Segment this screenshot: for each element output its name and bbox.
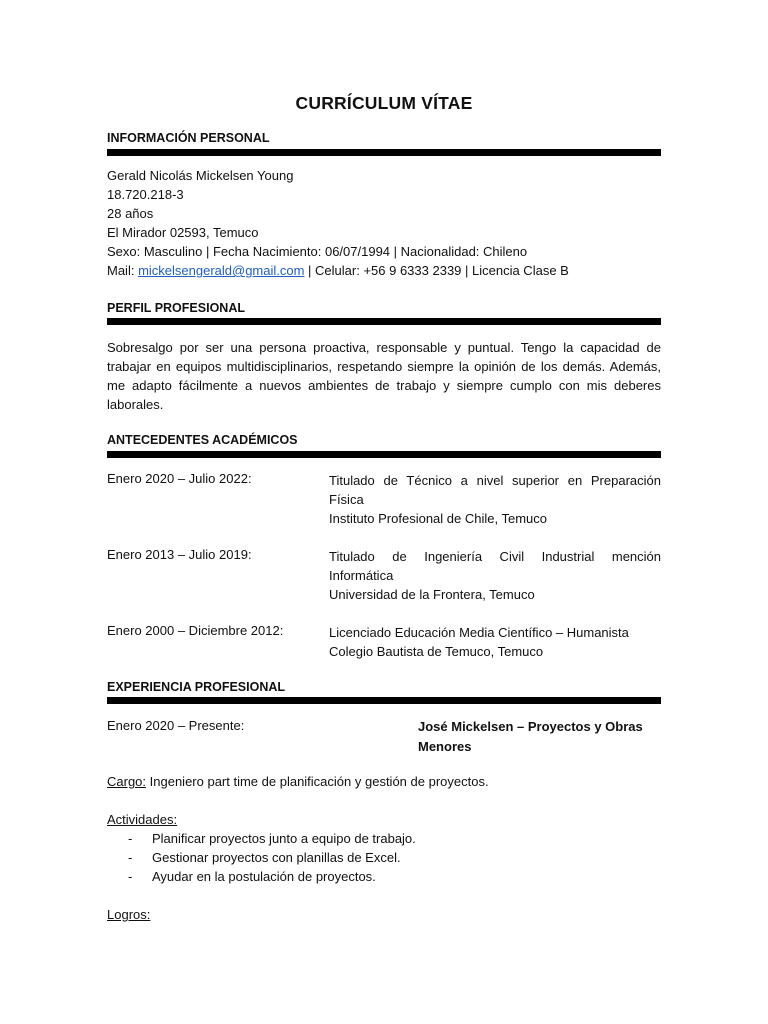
- page-title: CURRÍCULUM VÍTAE: [295, 93, 473, 113]
- section-divider-experience: [107, 697, 661, 704]
- section-heading-profile: PERFIL PROFESIONAL: [107, 301, 245, 315]
- rut-number: 18.720.218-3: [107, 187, 184, 202]
- section-heading-personal: INFORMACIÓN PERSONAL: [107, 131, 270, 145]
- personal-details-line: Sexo: Masculino | Fecha Nacimiento: 06/07/1994 | Nacionalidad: Chileno: [107, 244, 528, 259]
- academic-degree-1-cont: Física: [329, 492, 364, 507]
- section-heading-academic: ANTECEDENTES ACADÉMICOS: [107, 433, 298, 447]
- full-name: Gerald Nicolás Mickelsen Young: [107, 168, 294, 183]
- cargo-line: [107, 774, 489, 789]
- activity-text: Planificar proyectos junto a equipo de trabajo.: [152, 831, 416, 846]
- cargo-label: Cargo:: [107, 774, 147, 789]
- academic-degree-2: Titulado de Ingeniería Civil Industrial mención: [329, 549, 661, 564]
- bullet-dash: -: [128, 831, 133, 846]
- academic-period-3: Enero 2000 – Diciembre 2012:: [107, 623, 284, 638]
- profile-paragraph: Sobresalgo por ser una persona proactiva, responsable y puntual. Tengo la capacidad de trabajar en equipos multidisciplinarios, respetando siempre la opinión de los demás. Además, me adapto fácilmente a nuevos ambientes de trabajo y siempre cumplo con mis deberes laborales.: [107, 340, 661, 412]
- section-divider-personal: [107, 149, 661, 156]
- bullet-dash: -: [128, 850, 133, 865]
- academic-degree-2-cont: Informática: [329, 568, 394, 583]
- activity-text: Ayudar en la postulación de proyectos.: [152, 869, 376, 884]
- academic-detail-2: [329, 547, 661, 604]
- experience-period: Enero 2020 – Presente:: [107, 718, 245, 733]
- academic-period-2: Enero 2013 – Julio 2019:: [107, 547, 252, 562]
- email-link[interactable]: mickelsengerald@gmail.com: [138, 263, 305, 278]
- age: 28 años: [107, 206, 154, 221]
- activity-text: Gestionar proyectos con planillas de Excel.: [152, 850, 401, 865]
- experience-company: José Mickelsen – Proyectos y Obras Menores: [418, 719, 643, 754]
- academic-detail-3: [329, 623, 661, 661]
- cargo-text: Ingeniero part time de planificación y gestión de proyectos.: [146, 774, 489, 789]
- section-divider-academic: [107, 451, 661, 458]
- academic-period-1: Enero 2020 – Julio 2022:: [107, 471, 252, 486]
- academic-degree-3: Licenciado Educación Media Científico – Humanista: [329, 625, 629, 640]
- achievements-label: Logros:: [107, 907, 151, 922]
- academic-institution-2: Universidad de la Frontera, Temuco: [329, 587, 535, 602]
- academic-institution-3: Colegio Bautista de Temuco, Temuco: [329, 644, 544, 659]
- contact-rest: | Celular: +56 9 6333 2339 | Licencia Clase B: [304, 263, 569, 278]
- academic-detail-1: [329, 471, 661, 528]
- address: El Mirador 02593, Temuco: [107, 225, 259, 240]
- section-divider-profile: [107, 318, 661, 325]
- contact-line: [107, 263, 569, 278]
- academic-degree-1: Titulado de Técnico a nivel superior en Preparación: [329, 473, 661, 488]
- mail-label: Mail:: [107, 263, 139, 278]
- bullet-dash: -: [128, 869, 133, 884]
- activities-label: Actividades:: [107, 812, 178, 827]
- section-heading-experience: EXPERIENCIA PROFESIONAL: [107, 680, 286, 694]
- academic-institution-1: Instituto Profesional de Chile, Temuco: [329, 511, 547, 526]
